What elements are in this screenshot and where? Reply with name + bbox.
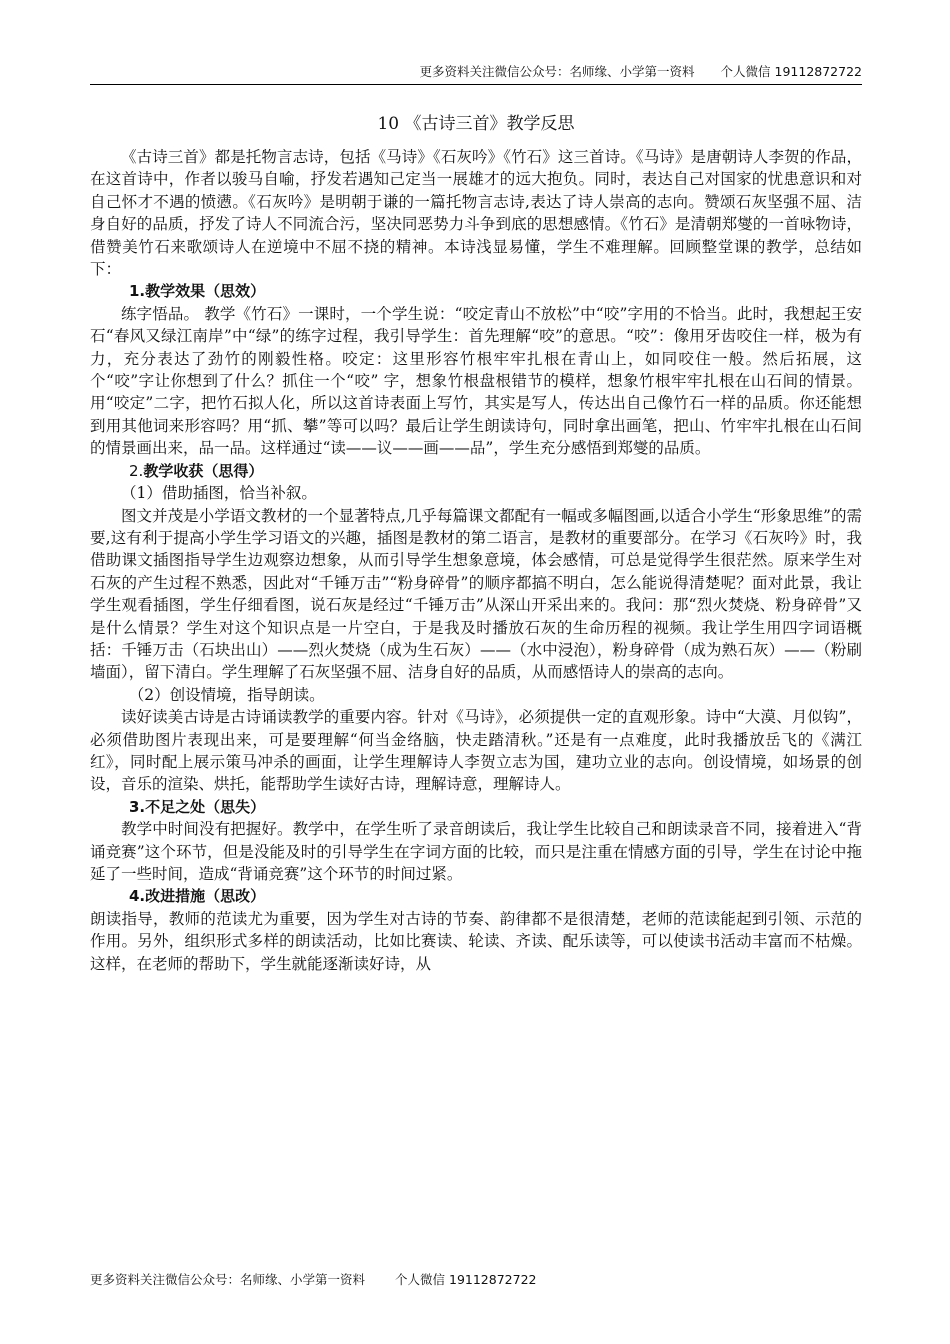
header-wechat-account: 更多资料关注微信公众号：名师缘、小学第一资料 <box>419 64 695 79</box>
page-header <box>90 64 862 85</box>
section-heading-improvement: 4.改进措施（思改） <box>129 887 266 906</box>
section-heading-gain-number: 2. <box>129 461 144 480</box>
page-footer <box>90 1272 862 1288</box>
situation-paragraph: 读好读美古诗是古诗诵读教学的重要内容。针对《马诗》，必须提供一定的直观形象。诗中“大漠、月似钩”，必须借助图片表现出来，可是要理解“何当金络脑，快走踏清秋。”还是有一点难度，此时我播放岳飞的《满江红》，同时配上展示策马冲杀的画面，让学生理解诗人李贺立志为国，建功立业的志向。创设情境，如场景的创设，音乐的渲染、烘托，能帮助学生读好古诗，理解诗意，理解诗人。 <box>90 708 862 794</box>
intro-paragraph: 《古诗三首》都是托物言志诗，包括《马诗》《石灰吟》《竹石》这三首诗。《马诗》是唐朝诗人李贺的作品，在这首诗中，作者以骏马自喻，抒发若遇知己定当一展雄才的远大抱负。同时，表达自己对国家的忧患意识和对自己怀才不遇的愤懑。《石灰吟》是明朝于谦的一篇托物言志诗,表达了诗人崇高的志向。赞颂石灰坚强不屈、洁身自好的品质，抒发了诗人不同流合污，坚决同恶势力斗争到底的思想感情。《竹石》是清朝郑燮的一首咏物诗，借赞美竹石来歌颂诗人在逆境中不屈不挠的精神。本诗浅显易懂，学生不难理解。回顾整堂课的教学，总结如下： <box>90 148 862 279</box>
shortcoming-paragraph: 教学中时间没有把握好。教学中，在学生听了录音朗读后，我让学生比较自己和朗读录音不同，接着进入“背诵竞赛”这个环节，但是没能及时的引导学生在字词方面的比较，而只是注重在情感方面的引导，学生在讨论中拖延了一些时间，造成“背诵竞赛”这个环节的时间过紧。 <box>90 820 862 883</box>
document-title: 10 《古诗三首》教学反思 <box>377 114 575 134</box>
section-heading-gain <box>90 460 862 482</box>
header-personal-wechat: 个人微信 19112872722 <box>720 64 862 79</box>
subheading-situation: （2）创设情境，指导朗读。 <box>128 685 325 704</box>
effect-paragraph: 练字悟品。 教学《竹石》一课时，一个学生说：“咬定青山不放松”中“咬”字用的不恰当。此时，我想起王安石“春风又绿江南岸”中“绿”的练字过程，我引导学生：首先理解“咬”的意思。“咬”：像用牙齿咬住一样，极为有力，充分表达了劲竹的刚毅性格。咬定：这里形容竹根牢牢扎根在青山上，如同咬住一般。然后拓展，这个“咬”字让你想到了什么？抓住一个“咬” 字，想象竹根盘根错节的模样，想象竹根牢牢扎根在山石间的情景。用“咬定”二字，把竹石拟人化，所以这首诗表面上写竹，其实是写人，传达出自己像竹石一样的品质。你还能想到用其他词来形容吗？用“抓、攀”等可以吗？最后让学生朗读诗句，同时拿出画笔，把山、竹牢牢扎根在山石间的情景画出来，品一品。这样通过“读——议——画——品”，学生充分感悟到郑燮的品质。 <box>90 304 862 458</box>
footer-wechat-account: 更多资料关注微信公众号：名师缘、小学第一资料 <box>90 1272 366 1287</box>
section-heading-gain-text: 教学收获（思得） <box>143 461 264 480</box>
document-body <box>90 112 862 975</box>
section-heading-shortcoming: 3.不足之处（思失） <box>129 797 266 816</box>
footer-personal-wechat: 个人微信 19112872722 <box>395 1272 537 1287</box>
subheading-illustration: （1）借助插图，恰当补叙。 <box>121 484 317 503</box>
improvement-paragraph: 朗读指导，教师的范读尤为重要，因为学生对古诗的节奏、韵律都不是很清楚，老师的范读能起到引领、示范的作用。另外，组织形式多样的朗读活动，比如比赛读、轮读、齐读、配乐读等，可以使读书活动丰富而不枯燥。这样，在老师的帮助下，学生就能逐渐读好诗，从 <box>90 909 862 973</box>
illustration-paragraph: 图文并茂是小学语文教材的一个显著特点,几乎每篇课文都配有一幅或多幅图画,以适合小学生“形象思维”的需要,这有利于提高小学生学习语文的兴趣，插图是教材的第二语言，是教材的重要部分。在学习《石灰吟》时，我借助课文插图指导学生边观察边想象，从而引导学生想象意境，体会感情，可总是觉得学生很茫然。原来学生对石灰的产生过程不熟悉，因此对“千锤万击”“粉身碎骨”的顺序都搞不明白，怎么能说得清楚呢？面对此景，我让学生观看插图，学生仔细看图，说石灰是经过“千锤万击”从深山开采出来的。我问：那“烈火焚烧、粉身碎骨”又是什么情景？学生对这个知识点是一片空白，于是我及时播放石灰的生命历程的视频。我让学生用四字词语概括：千锤万击（石块出山）——烈火焚烧（成为生石灰）——（水中浸泡），粉身碎骨（成为熟石灰）——（粉刷墙面），留下清白。学生理解了石灰坚强不屈、洁身自好的品质，从而感悟诗人的崇高的志向。 <box>90 506 862 682</box>
section-heading-effect: 1.教学效果（思效） <box>129 282 266 301</box>
